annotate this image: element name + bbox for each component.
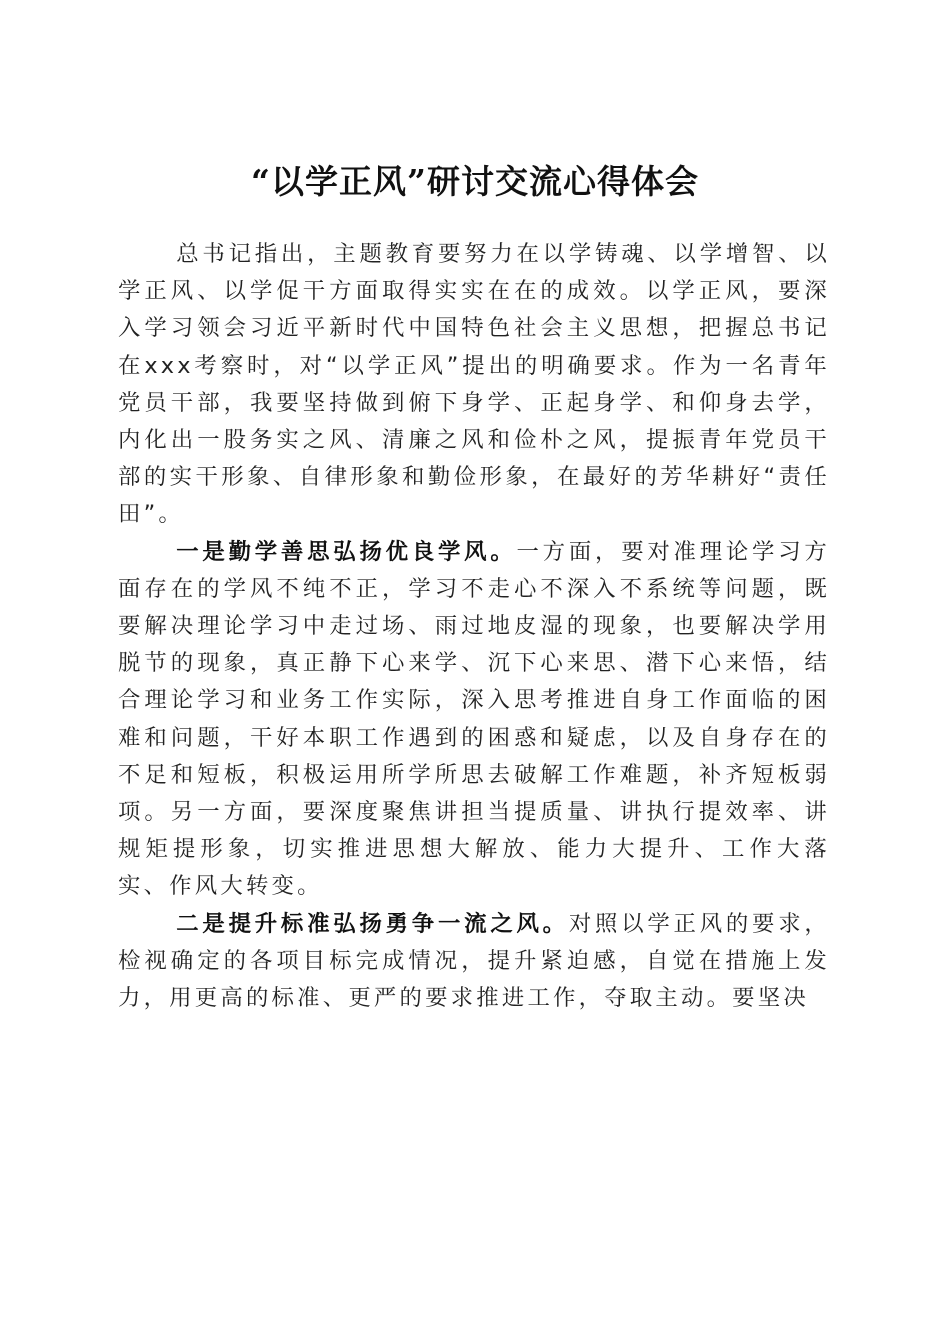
paragraph-point-two bbox=[118, 906, 830, 1018]
paragraph-text: 总书记指出，主题教育要努力在以学铸魂、以学增智、以学正风、以学促干方面取得实实在在的成效。以学正风，要深入学习领会习近平新时代中国特色社会主义思想，把握总书记在xxx考察时，对“以学正风”提出的明确要求。作为一名青年党员干部，我要坚持做到俯下身学、正起身学、和仰身去学，内化出一股务实之风、清廉之风和俭朴之风，提振青年党员干部的实干形象、自律形象和勤俭形象，在最好的芳华耕好“责任田”。 bbox=[118, 241, 830, 528]
paragraph-lead: 一是勤学善思弘扬优良学风。 bbox=[176, 538, 517, 565]
paragraph-text: 对照以学正风的要求，检视确定的各项目标完成情况，提升紧迫感，自觉在措施上发力，用更高的标准、更严的要求推进工作，夺取主动。要坚决 bbox=[118, 910, 830, 1012]
paragraph-point-one bbox=[118, 534, 830, 906]
document-body bbox=[118, 236, 830, 1017]
document-title: “以学正风”研讨交流心得体会 bbox=[251, 162, 699, 202]
paragraph-intro bbox=[118, 236, 830, 534]
paragraph-lead: 二是提升标准弘扬勇争一流之风。 bbox=[176, 910, 569, 937]
paragraph-text: 一方面，要对准理论学习方面存在的学风不纯不正，学习不走心不深入不系统等问题，既要解决理论学习中走过场、雨过地皮湿的现象，也要解决学用脱节的现象，真正静下心来学、沉下心来思、潜下心来悟，结合理论学习和业务工作实际，深入思考推进自身工作面临的困难和问题，干好本职工作遇到的困惑和疑虑，以及自身存在的不足和短板，积极运用所学所思去破解工作难题，补齐短板弱项。另一方面，要深度聚焦讲担当提质量、讲执行提效率、讲规矩提形象，切实推进思想大解放、能力大提升、工作大落实、作风大转变。 bbox=[118, 538, 830, 900]
